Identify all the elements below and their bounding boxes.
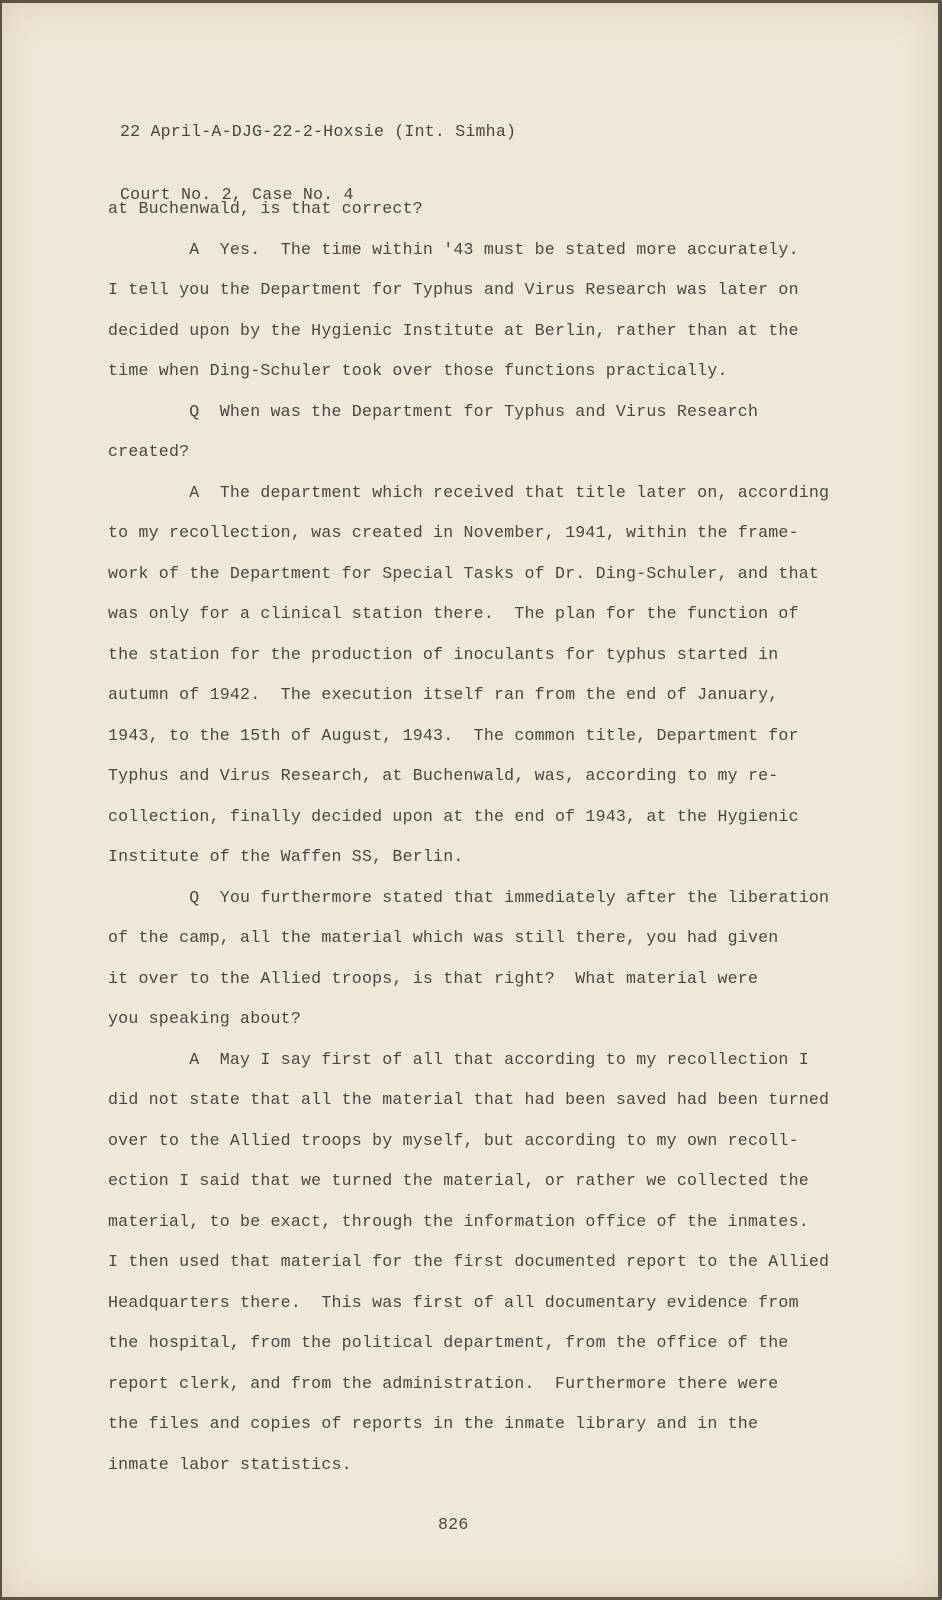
- transcript-line: report clerk, and from the administration. Furthermore there were: [108, 1374, 779, 1393]
- transcript-line: 1943, to the 15th of August, 1943. The common title, Department for: [108, 726, 799, 745]
- document-header: [120, 79, 516, 247]
- transcript-line: Institute of the Waffen SS, Berlin.: [108, 847, 464, 866]
- transcript-line: to my recollection, was created in November, 1941, within the frame-: [108, 523, 799, 542]
- transcript-line: Q You furthermore stated that immediately after the liberation: [108, 888, 830, 907]
- transcript-line: the files and copies of reports in the inmate library and in the: [108, 1414, 759, 1433]
- header-court-case-line: Court No. 2, Case No. 4: [120, 185, 354, 204]
- transcript-line: I then used that material for the first documented report to the Allied: [108, 1252, 830, 1271]
- transcript-line: Typhus and Virus Research, at Buchenwald, was, according to my re-: [108, 766, 779, 785]
- transcript-line: the station for the production of inoculants for typhus started in: [108, 645, 779, 664]
- transcript-line: ection I said that we turned the material, or rather we collected the: [108, 1171, 809, 1190]
- transcript-line: material, to be exact, through the information office of the inmates.: [108, 1212, 809, 1231]
- transcript-line: time when Ding-Schuler took over those functions practically.: [108, 361, 728, 380]
- transcript-line: Q When was the Department for Typhus and Virus Research: [108, 402, 759, 421]
- header-session-line: 22 April-A-DJG-22-2-Hoxsie (Int. Simha): [120, 122, 517, 141]
- transcript-line: inmate labor statistics.: [108, 1455, 352, 1474]
- transcript-line: Headquarters there. This was first of all documentary evidence from: [108, 1293, 799, 1312]
- transcript-line: created?: [108, 442, 190, 461]
- transcript-line: A Yes. The time within '43 must be stated more accurately.: [108, 240, 799, 259]
- transcript-line: at Buchenwald, is that correct?: [108, 199, 423, 218]
- transcript-line: of the camp, all the material which was still there, you had given: [108, 928, 779, 947]
- transcript-line: autumn of 1942. The execution itself ran from the end of January,: [108, 685, 779, 704]
- document-page: [2, 3, 938, 1597]
- transcript-line: you speaking about?: [108, 1009, 301, 1028]
- transcript-line: did not state that all the material that had been saved had been turned: [108, 1090, 830, 1109]
- transcript-line: it over to the Allied troops, is that right? What material were: [108, 969, 759, 988]
- page-number: 826: [438, 1515, 469, 1534]
- transcript-line: decided upon by the Hygienic Institute at Berlin, rather than at the: [108, 321, 799, 340]
- transcript-line: over to the Allied troops by myself, but according to my own recoll-: [108, 1131, 799, 1150]
- transcript-line: work of the Department for Special Tasks of Dr. Ding-Schuler, and that: [108, 564, 820, 583]
- transcript-line: was only for a clinical station there. The plan for the function of: [108, 604, 799, 623]
- transcript-line: A May I say first of all that according to my recollection I: [108, 1050, 809, 1069]
- transcript-line: A The department which received that title later on, according: [108, 483, 830, 502]
- transcript-line: collection, finally decided upon at the end of 1943, at the Hygienic: [108, 807, 799, 826]
- transcript-body: [108, 199, 830, 1474]
- transcript-line: the hospital, from the political department, from the office of the: [108, 1333, 789, 1352]
- transcript-line: I tell you the Department for Typhus and Virus Research was later on: [108, 280, 799, 299]
